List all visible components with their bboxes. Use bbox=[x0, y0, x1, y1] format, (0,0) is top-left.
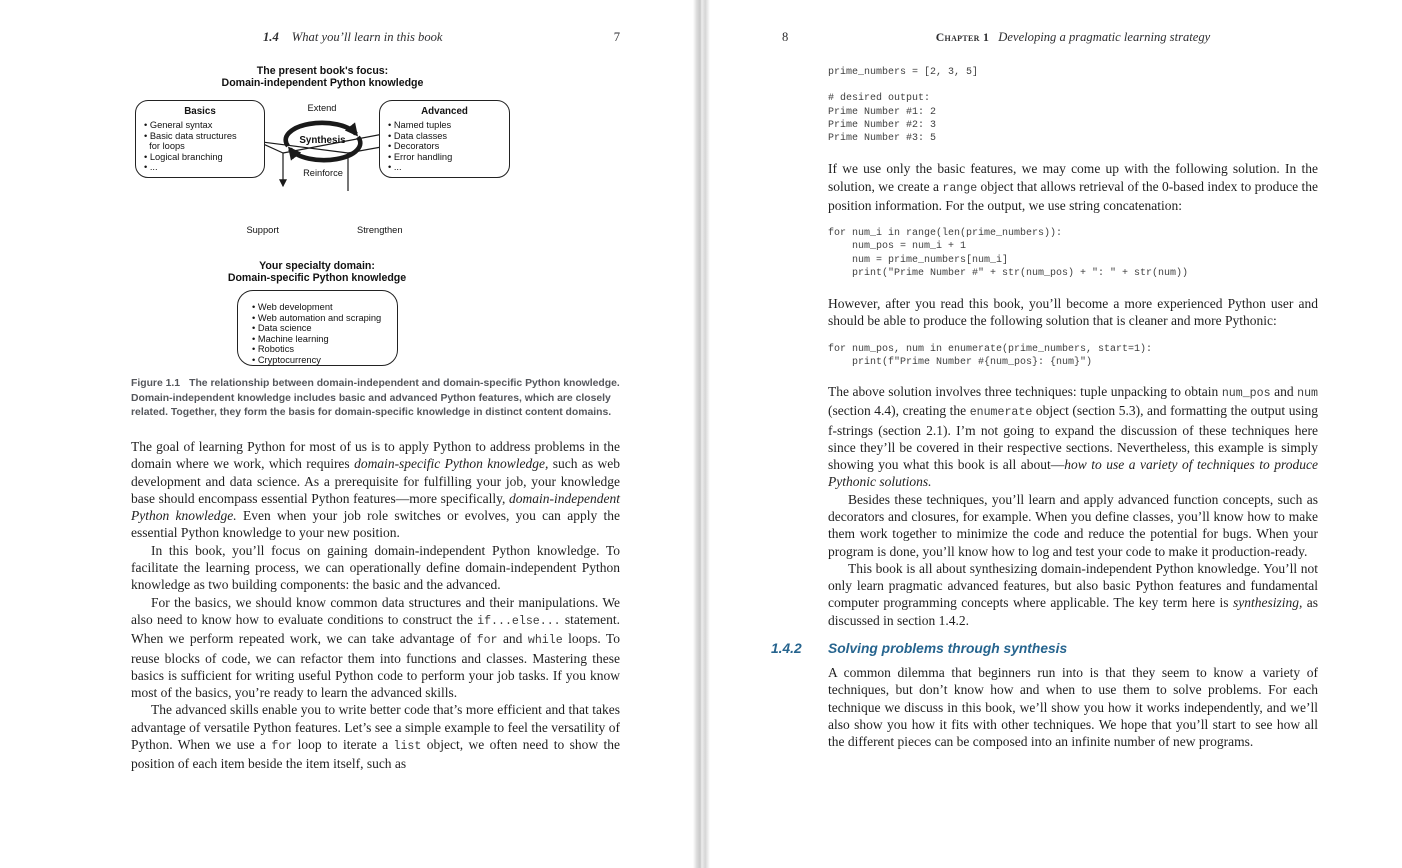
basics-box-title: Basics bbox=[184, 106, 216, 117]
page-number-right: 8 bbox=[782, 30, 789, 44]
page-number-left: 7 bbox=[613, 30, 620, 44]
running-head-left bbox=[131, 30, 620, 45]
chapter-label: Chapter 1 bbox=[935, 30, 990, 44]
support-label: Support bbox=[246, 225, 279, 235]
right-page bbox=[710, 0, 1402, 868]
paragraph: If we use only the basic features, we may come up with the following solution. In the solution, we create a range object that allows retrieval of the 0-based index to produce the position information. For the output, we use string concatenation: bbox=[828, 161, 1318, 213]
code-block-basic-solution bbox=[828, 227, 1318, 280]
synthesis-label: Synthesis bbox=[299, 135, 346, 146]
figure-bottom-title-line1: Your specialty domain: bbox=[259, 260, 375, 272]
paragraph: However, after you read this book, you’ll become a more experienced Python user and should be able to produce the following solution that is cleaner and more Pythonic: bbox=[828, 295, 1318, 329]
specialty-domain-box bbox=[237, 290, 398, 366]
basics-item: • Basic data structures bbox=[144, 130, 237, 141]
figure-caption-label: Figure 1.1 bbox=[131, 378, 181, 389]
running-head-right bbox=[710, 30, 1402, 45]
basics-box-items bbox=[136, 120, 264, 173]
code-block-pythonic-solution bbox=[828, 343, 1318, 369]
paragraph: In this book, you’ll focus on gaining domain-independent Python knowledge. To facilitate the learning process, we can operationally define domain-independent Python knowledge as two building components: the basic and the advanced. bbox=[131, 542, 620, 593]
code-line: # desired output: bbox=[828, 93, 931, 105]
advanced-item: • Named tuples bbox=[388, 120, 452, 130]
left-page bbox=[0, 0, 693, 868]
code-line: for num_pos, num in enumerate(prime_numbers, start=1): bbox=[828, 343, 1153, 355]
domain-item: • Robotics bbox=[252, 344, 295, 354]
basics-item: • General syntax bbox=[144, 120, 213, 130]
figure-top-title bbox=[0, 66, 645, 90]
domain-item: • Machine learning bbox=[252, 333, 329, 344]
page-gutter bbox=[693, 0, 710, 868]
code-block-prime-numbers bbox=[828, 66, 1318, 145]
code-line: for num_i in range(len(prime_numbers)): bbox=[828, 228, 1063, 240]
advanced-item: • Error handling bbox=[388, 151, 453, 162]
paragraph: For the basics, we should know common data structures and their manipulations. We also need to know how to evaluate conditions to construct the if...else... statement. When we perform repeated work, we can take advantage of for and while loops. To reuse blocks of code, we can refactor them into functions and classes. Mastering these basics is sufficient for writing useful Python code to perform your job tasks. If you know most of the basics, you’re ready to learn the advanced skills. bbox=[131, 594, 620, 701]
advanced-box-title: Advanced bbox=[421, 106, 468, 117]
advanced-box-items bbox=[380, 120, 509, 173]
code-line: print(f"Prime Number #{num_pos}: {num}") bbox=[828, 356, 1093, 368]
advanced-box bbox=[379, 100, 510, 178]
code-line: num_pos = num_i + 1 bbox=[828, 241, 967, 253]
figure-top-title-line2: Domain-independent Python knowledge bbox=[221, 76, 424, 89]
paragraph: The advanced skills enable you to write better code that’s more efficient and that takes advantage of versatile Python features. Let’s see a simple example to feel the versatility of Python. When we use a for loop to iterate a list object, we often need to show the position of each item beside the item itself, such as bbox=[131, 702, 620, 772]
domain-item: • Web automation and scraping bbox=[252, 312, 382, 323]
advanced-item: • ... bbox=[388, 162, 402, 172]
paragraph: Besides these techniques, you’ll learn and apply advanced function concepts, such as decorators and closures, for example. When you define classes, you’ll know how to make them work together to minimize the code and reduce the potential for bugs. When your program is done, you’ll know how to log and test your code to make it production-ready. bbox=[828, 491, 1318, 559]
domain-item: • Web development bbox=[252, 302, 333, 312]
figure-bottom-title bbox=[0, 261, 634, 285]
advanced-item: • Decorators bbox=[388, 141, 440, 151]
figure-bottom-title-line2: Domain-specific Python knowledge bbox=[227, 271, 407, 284]
paragraph: This book is all about synthesizing domain-independent Python knowledge. You’ll not only learn pragmatic advanced features, but also basic Python features and fundamental computer programming concepts where applicable. The key term here is synthesizing, as discussed in section 1.4.2. bbox=[828, 560, 1318, 628]
domain-box-items bbox=[238, 294, 397, 365]
paragraph: The goal of learning Python for most of us is to apply Python to address problems in the domain where we work, which requires domain-specific Python knowledge, such as web development and data science. As a prerequisite for fulfilling your job, your knowledge base should encompass essential Python features—more specifically, domain-independent Python knowledge. Even when your job role switches or evolves, you can apply the essential Python knowledge to your new position. bbox=[131, 439, 620, 541]
section-heading-title: Solving problems through synthesis bbox=[828, 641, 1068, 657]
paragraph: The above solution involves three techniques: tuple unpacking to obtain num_pos and num (section 4.4), creating the enumerate object (section 5.3), and formatting the output using f-strings (section 2.1). I’m not going to expand the discussion of these techniques here since they’ll be covered in their respective sections. Nevertheless, this example is simply showing you what this book is all about—how to use a variety of techniques to produce Pythonic solutions. bbox=[828, 383, 1318, 490]
domain-item: • Data science bbox=[252, 323, 312, 333]
figure-caption bbox=[131, 377, 620, 421]
code-line bbox=[828, 79, 1318, 92]
code-line: Prime Number #2: 3 bbox=[828, 119, 937, 131]
code-line: print("Prime Number #" + str(num_pos) + ": " + str(num)) bbox=[828, 267, 1189, 279]
chapter-title: Developing a pragmatic learning strategy bbox=[998, 30, 1211, 44]
figure-caption-text: The relationship between domain-independent and domain-specific Python knowledge. Domain-independent knowledge includes basic and advanced Python features, which are closely related. Together, they form the basis for domain-specific knowledge in distinct content domains. bbox=[131, 378, 620, 419]
section-heading-1-4-2 bbox=[771, 641, 1318, 656]
basics-item: • ... bbox=[144, 162, 158, 172]
code-line: prime_numbers = [2, 3, 5] bbox=[828, 67, 979, 78]
strengthen-label: Strengthen bbox=[357, 225, 403, 235]
running-head-chapter bbox=[828, 30, 1318, 45]
running-head-section-title: What you’ll learn in this book bbox=[291, 30, 443, 44]
figure-top-title-line1: The present book's focus: bbox=[256, 65, 389, 77]
basics-item: • Logical branching bbox=[144, 151, 223, 162]
extend-label: Extend bbox=[307, 103, 337, 113]
right-page-body bbox=[771, 66, 1318, 751]
code-line: Prime Number #3: 5 bbox=[828, 133, 937, 144]
section-heading-number: 1.4.2 bbox=[771, 641, 802, 657]
code-line: num = prime_numbers[num_i] bbox=[828, 254, 1009, 266]
paragraph: A common dilemma that beginners run into is that they seem to know a variety of techniques, but don’t know how and when to use them to solve problems. For each technique we discuss in this book, we’ll show you how it works independently, and we’ll also show you how it fits with other techniques. We hope that you’ll start to see how all the different pieces can be composed into an infinite number of new programs. bbox=[828, 665, 1318, 750]
domain-item: • Cryptocurrency bbox=[252, 354, 321, 365]
reinforce-label: Reinforce bbox=[303, 168, 343, 178]
basics-item: for loops bbox=[144, 141, 185, 151]
advanced-item: • Data classes bbox=[388, 130, 448, 141]
basics-box bbox=[135, 100, 265, 178]
running-head-section-number: 1.4 bbox=[263, 30, 279, 44]
left-page-body bbox=[131, 438, 620, 773]
code-line: Prime Number #1: 2 bbox=[828, 106, 937, 118]
